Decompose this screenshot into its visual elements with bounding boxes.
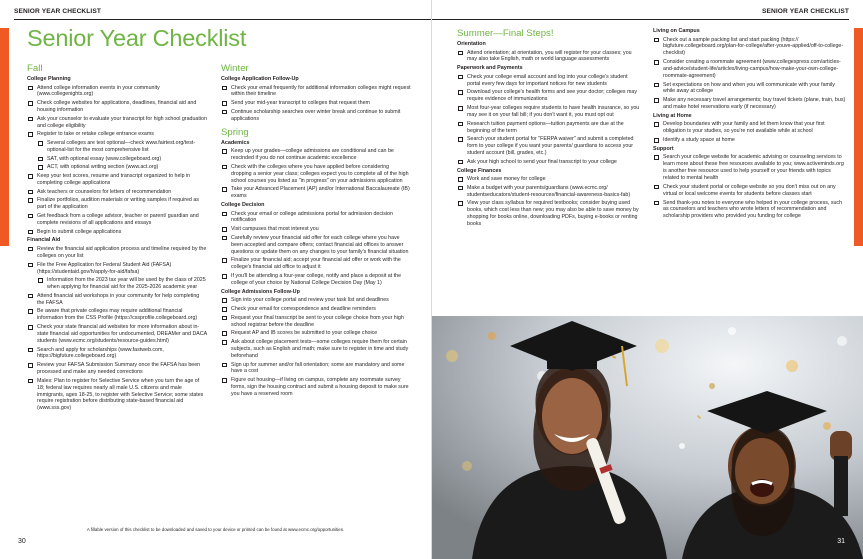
checklist-subitem[interactable]: SAT, with optional essay (www.collegeboard.org)	[27, 156, 207, 163]
checkbox[interactable]	[28, 247, 33, 252]
checklist-item[interactable]: Most four-year colleges require students to have health insurance, so you may see it on your fall bill; if you don't want it, you must opt out	[457, 105, 642, 119]
support-label: Support	[653, 145, 674, 152]
academics-list	[221, 148, 411, 200]
checklist-item[interactable]: Begin to submit college applications	[27, 229, 207, 236]
checkbox[interactable]	[28, 230, 33, 235]
left-page	[0, 0, 431, 559]
checkbox[interactable]	[654, 155, 659, 160]
winter-list	[221, 85, 411, 123]
checklist-item[interactable]: Check your email or college admissions portal for admission decision notification	[221, 211, 411, 225]
checkbox[interactable]	[458, 51, 463, 56]
checklist-item[interactable]: Check your email frequently for additional information colleges might request within their timeline	[221, 85, 411, 99]
checkbox[interactable]	[654, 201, 659, 206]
checkbox[interactable]	[458, 122, 463, 127]
checklist-item[interactable]: Review the financial aid application process and timeline required by the colleges on your list	[27, 246, 207, 260]
living-support-column	[653, 26, 848, 222]
checkbox[interactable]	[28, 190, 33, 195]
checklist-item[interactable]: Figure out housing—if living on campus, complete any roommate survey forms, sign the housing contract and submit a housing deposit to make sure you have a reserved room	[221, 377, 411, 398]
checkbox[interactable]	[28, 198, 33, 203]
orange-edge-bar	[0, 28, 9, 246]
checklist-item[interactable]: Make a budget with your parents/guardians (www.ecmc.org/ studentseducators/student-resources/financial-awareness-basics-fab)	[457, 185, 642, 199]
checklist-item[interactable]: Set expectations on how and when you will communicate with your family while away at college	[653, 82, 848, 96]
footer-note: A fillable version of this checklist to be downloaded and saved to your device or printed can be found at www.ecmc.org/opportunities.	[86, 527, 345, 532]
checklist-item[interactable]: File the Free Application for Federal Student Aid (FAFSA) (https://studentaid.gov/h/apply-for-aid/fafsa)	[27, 262, 207, 276]
checklist-item[interactable]: Sign into your college portal and review your task list and deadlines	[221, 297, 411, 304]
checklist-item[interactable]: Review your FAFSA Submission Summary once the FAFSA has been processed and make any needed corrections	[27, 362, 207, 376]
checkbox[interactable]	[38, 278, 43, 283]
checkbox[interactable]	[28, 309, 33, 314]
checkbox[interactable]	[458, 201, 463, 206]
checklist-item[interactable]: Research tuition payment options—tuition payments are due at the beginning of the term	[457, 121, 642, 135]
checklist-item[interactable]: Check college websites for applications, deadlines, financial aid and housing information	[27, 100, 207, 114]
checkbox[interactable]	[28, 294, 33, 299]
checklist-item[interactable]: Send thank-you notes to everyone who helped in your college process, such as counselors and teachers who wrote letters of recommendation and scholarship providers who provided you funding for college	[653, 200, 848, 221]
checklist-item[interactable]: Check your email for correspondence and deadline reminders	[221, 306, 411, 313]
checklist-subitem[interactable]: ACT, with optional writing section (www.act.org)	[27, 164, 207, 171]
summer-column	[457, 28, 642, 230]
checklist-item[interactable]: Request your final transcript be sent to your college choice from your high school registrar before the deadline	[221, 315, 411, 329]
checklist-item[interactable]: View your class syllabus for required textbooks; consider buying used books, which cost less than new; you may also be able to save money by shopping for books online, downloading PDFs, buying e-books or renting books	[457, 200, 642, 228]
checklist-item[interactable]: Send your mid-year transcript to colleges that request them	[221, 100, 411, 107]
checkbox[interactable]	[458, 177, 463, 182]
checkbox[interactable]	[654, 60, 659, 65]
college-finances-label: College Finances	[457, 167, 502, 174]
checklist-item[interactable]: Ask about college placement tests—some colleges require them for certain subjects, such as English and math; make sure to register in time and study beforehand	[221, 339, 411, 360]
checklist-item[interactable]: Register to take or retake college entrance exams	[27, 131, 207, 138]
checkbox[interactable]	[28, 174, 33, 179]
checkbox[interactable]	[654, 38, 659, 43]
checklist-item[interactable]: Check your student portal or college website so you don't miss out on any virtual or local welcome events for students before classes start	[653, 184, 848, 198]
college-finances-list	[457, 176, 642, 228]
checklist-item[interactable]: Check your state financial aid websites for more information about in-state financial aid opportunities for undocumented, DREAMer and DACA students (www.ecmc.org/students/resource-guides.html)	[27, 324, 207, 345]
checkbox[interactable]	[222, 149, 227, 154]
summer-heading: Summer—Final Steps!	[457, 28, 554, 39]
checklist-item[interactable]: Check out a sample packing list and start packing (https:// bigfuture.collegeboard.org/plan-for-college/after-youve-applied/off-to-college-checklist)	[653, 37, 848, 58]
checklist-item[interactable]: Attend orientation; at orientation, you will register for your classes; you may also take English, math or world language assessments	[457, 50, 642, 64]
checkbox[interactable]	[28, 379, 33, 384]
spring-heading: Spring	[221, 126, 249, 138]
checklist-item[interactable]: Search your student portal for "FERPA waiver" and submit a completed form to your college if you want your parents/ guardians to access your student account (bill, grades, etc.)	[457, 136, 642, 157]
checkbox[interactable]	[38, 165, 43, 170]
checkbox[interactable]	[222, 110, 227, 115]
checklist-item[interactable]: Carefully review your financial aid offer for each college where you have been accepted and compare offers; contact financial aid offices to answer questions or update them on any changes to your family's financial situation	[221, 235, 411, 256]
checkbox[interactable]	[222, 274, 227, 279]
header-rule	[14, 19, 431, 20]
checklist-subitem[interactable]: Several colleges are test optional—check www.fairtest.org/test-optional-list for the most comprehensive list	[27, 140, 207, 154]
checkbox[interactable]	[654, 83, 659, 88]
paperwork-list	[457, 74, 642, 166]
right-page	[432, 0, 863, 559]
checkbox[interactable]	[28, 363, 33, 368]
checklist-item[interactable]: Identify a study space at home	[653, 137, 848, 144]
checklist-item[interactable]: Ask teachers or counselors for letters of recommendation	[27, 189, 207, 196]
checkbox[interactable]	[458, 160, 463, 165]
checkbox[interactable]	[222, 258, 227, 263]
graduates-photo	[432, 316, 863, 559]
academics-label: Academics	[221, 139, 250, 146]
checklist-item[interactable]: Check with the colleges where you have applied before considering dropping a senior year class; colleges expect you to complete all of the high school courses you listed as "in progress" on your admissions application	[221, 164, 411, 185]
checkbox[interactable]	[654, 138, 659, 143]
winter-heading: Winter	[221, 63, 249, 74]
orange-edge-bar	[854, 28, 863, 246]
financial-aid-label: Financial Aid	[27, 237, 61, 244]
checkbox[interactable]	[38, 141, 43, 146]
checklist-item[interactable]: Ask your high school to send your final transcript to your college	[457, 159, 642, 166]
checklist-item[interactable]: Finalize portfolios, audition materials or writing samples if required as part of the application	[27, 197, 207, 211]
page-number-right: 31	[837, 538, 845, 545]
checkbox[interactable]	[222, 165, 227, 170]
checkbox[interactable]	[222, 212, 227, 217]
checkbox[interactable]	[458, 90, 463, 95]
admissions-followup-list	[221, 297, 411, 398]
checkbox[interactable]	[222, 187, 227, 192]
checkbox[interactable]	[222, 307, 227, 312]
checklist-item[interactable]: If you'll be attending a four-year college, notify and place a deposit at the college of your choice by National College Decision Day (May 1)	[221, 273, 411, 287]
checkbox[interactable]	[28, 132, 33, 137]
checklist-item[interactable]: Work and save money for college	[457, 176, 642, 183]
checkbox[interactable]	[28, 117, 33, 122]
checkbox[interactable]	[222, 363, 227, 368]
checkbox[interactable]	[28, 101, 33, 106]
checkbox[interactable]	[222, 227, 227, 232]
checkbox[interactable]	[654, 185, 659, 190]
fall-heading: Fall	[27, 63, 43, 74]
checkbox[interactable]	[458, 106, 463, 111]
page-title: Senior Year Checklist	[27, 25, 247, 51]
checklist-item[interactable]: Males: Plan to register for Selective Service when you turn the age of 18; federal law requires nearly all male U.S. citizens and male immigrants, ages 18-25, to register with Selective Service; some states require registration before distributing state-based financial aid (www.sss.gov)	[27, 378, 207, 413]
checklist-item[interactable]: Visit campuses that most interest you	[221, 226, 411, 233]
checkbox[interactable]	[222, 101, 227, 106]
orientation-label: Orientation	[457, 41, 486, 47]
page-number-left: 30	[18, 538, 26, 545]
checkbox[interactable]	[458, 137, 463, 142]
checkbox[interactable]	[222, 86, 227, 91]
checkbox[interactable]	[38, 157, 43, 162]
running-head-left: SENIOR YEAR CHECKLIST	[14, 8, 101, 15]
checklist-item[interactable]: Request AP and IB scores be submitted to your college choice	[221, 330, 411, 337]
college-planning-list	[27, 85, 207, 236]
checklist-item[interactable]: Develop boundaries with your family and let them know that your first obligation is your studies, so you're not available while at school	[653, 121, 848, 135]
checklist-item[interactable]: Check your college email account and log into your college's student portal every few days for important notices for new students	[457, 74, 642, 88]
winter-spring-column	[221, 63, 411, 400]
checkbox[interactable]	[28, 348, 33, 353]
checklist-item[interactable]: Search your college website for academic advising or counseling services to learn more about these free resources available to you; www.activeminds.org is another free resource used to help yourself or your friends with topics related to mental health	[653, 154, 848, 182]
living-on-campus-list	[653, 37, 848, 111]
checklist-item[interactable]: Continue scholarship searches over winter break and continue to submit applications	[221, 109, 411, 123]
header-rule	[432, 19, 849, 20]
checkbox[interactable]	[222, 340, 227, 345]
checkbox[interactable]	[654, 122, 659, 127]
checklist-item[interactable]: Attend college information events in your community (www.collegenights.org)	[27, 85, 207, 99]
college-planning-label: College Planning	[27, 76, 71, 82]
checkbox[interactable]	[222, 316, 227, 321]
living-at-home-list	[653, 121, 848, 144]
checklist-item[interactable]: Search and apply for scholarships (www.fastweb.com, https://bigfuture.collegeboard.org)	[27, 347, 207, 361]
checklist-item[interactable]: Be aware that private colleges may require additional financial information from the CSS Profile (https://cssprofile.collegeboard.org)	[27, 308, 207, 322]
running-head-right: SENIOR YEAR CHECKLIST	[762, 8, 849, 15]
orientation-list	[457, 50, 642, 64]
checkbox[interactable]	[458, 186, 463, 191]
application-followup-label: College Application Follow-Up	[221, 76, 299, 82]
living-on-campus-label: Living on Campus	[653, 28, 700, 34]
checkbox[interactable]	[654, 98, 659, 103]
graduates-illustration	[432, 316, 863, 559]
checklist-item[interactable]: Keep your test scores, resume and transcript organized to help in completing college applications	[27, 173, 207, 187]
college-decision-list	[221, 211, 411, 287]
checkbox[interactable]	[222, 236, 227, 241]
support-list	[653, 154, 848, 220]
checkbox[interactable]	[222, 298, 227, 303]
checklist-item[interactable]: Attend financial aid workshops in your community for help completing the FAFSA	[27, 293, 207, 307]
checkbox[interactable]	[222, 331, 227, 336]
checklist-item[interactable]: Ask your counselor to evaluate your transcript for high school graduation and college eligibility	[27, 116, 207, 130]
checkbox[interactable]	[222, 378, 227, 383]
checklist-subitem[interactable]: Information from the 2023 tax year will be used by the class of 2025 when applying for financial aid for the 2025-2026 academic year	[27, 277, 207, 291]
checkbox[interactable]	[458, 75, 463, 80]
checklist-item[interactable]: Keep up your grades—college admissions are conditional and can be rescinded if you do not continue academic excellence	[221, 148, 411, 162]
paperwork-label: Paperwork and Payments	[457, 65, 523, 72]
checkbox[interactable]	[28, 86, 33, 91]
living-at-home-label: Living at Home	[653, 112, 692, 119]
college-decision-label: College Decision	[221, 202, 265, 209]
fall-column	[27, 63, 207, 414]
checkbox[interactable]	[28, 214, 33, 219]
checklist-item[interactable]: Take your Advanced Placement (AP) and/or International Baccalaureate (IB) exams	[221, 186, 411, 200]
checklist-item[interactable]: Consider creating a roommate agreement (www.collegexpress.com/articles-and-advice/student-life/articles/living-campus/how-make-your-own-college-roommate-agreement)	[653, 59, 848, 80]
checkbox[interactable]	[28, 325, 33, 330]
checklist-item[interactable]: Make any necessary travel arrangements; buy travel tickets (plane, train, bus) and make hotel reservations early (if necessary)	[653, 97, 848, 111]
checklist-item[interactable]: Finalize your financial aid; accept your financial aid offer or work with the college's financial aid office to adjust it	[221, 257, 411, 271]
checklist-item[interactable]: Get feedback from a college advisor, teacher or parent/ guardian and complete revisions of all applications and essays	[27, 213, 207, 227]
checklist-item[interactable]: Download your college's health forms and see your doctor; colleges may require evidence of immunizations	[457, 89, 642, 103]
admissions-followup-label: College Admissions Follow-Up	[221, 288, 300, 295]
checkbox[interactable]	[28, 263, 33, 268]
checklist-item[interactable]: Sign up for summer and/or fall orientation; some are mandatory and some have a cost	[221, 362, 411, 376]
financial-aid-list	[27, 246, 207, 412]
